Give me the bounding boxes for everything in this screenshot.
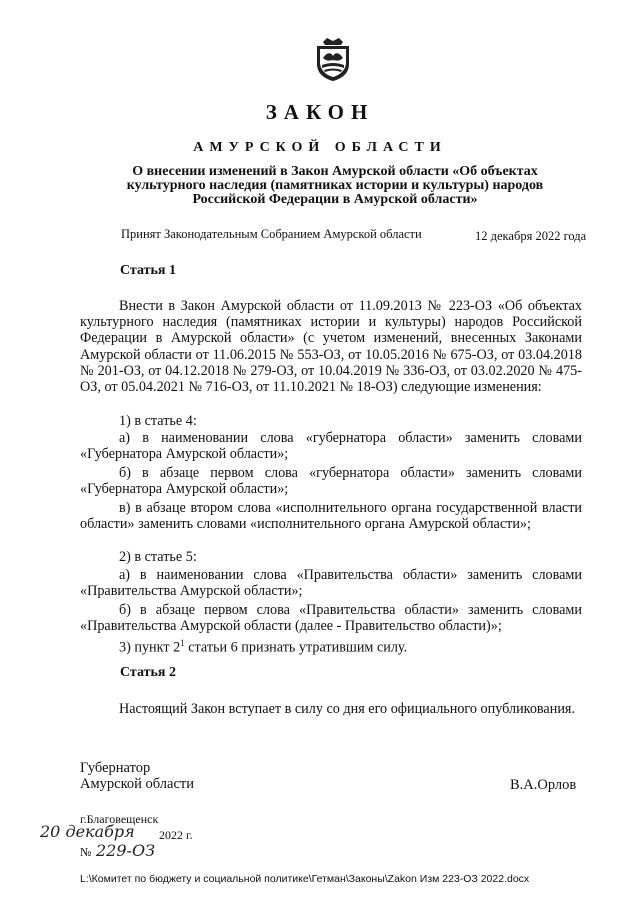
article-1-item-1a: а) в наименовании слова «губернатора области» заменить словами «Губернатора Амурской области»; bbox=[80, 430, 582, 463]
number-prefix: № bbox=[80, 845, 92, 859]
document-title: ЗАКОН bbox=[265, 100, 375, 124]
handwritten-number: 229-ОЗ bbox=[96, 841, 156, 860]
year: 2022 г. bbox=[159, 828, 193, 842]
coat-of-arms-icon bbox=[313, 36, 353, 82]
article-1-item-1c: в) в абзаце втором слова «исполнительного органа государственной власти области» заменить словами «исполнительного органа Амурской области»; bbox=[80, 500, 582, 533]
signatory-name: В.А.Орлов bbox=[510, 777, 577, 793]
file-path-footer: L:\Комитет по бюджету и социальной политике\Гетман\Законы\Zakon Изм 223-ОЗ 2022.docx bbox=[80, 873, 530, 885]
handwritten-date: 20 декабря bbox=[40, 822, 135, 841]
article-2-text: Настоящий Закон вступает в силу со дня его официального опубликования. bbox=[119, 701, 575, 717]
article-1-item-3: 3) пункт $2^1$ статьи 6 признать утратившим силу. bbox=[119, 638, 408, 656]
adopted-date: 12 декабря 2022 года bbox=[475, 229, 587, 243]
article-1-intro: Внести в Закон Амурской области от 11.09.2013 № 223-ОЗ «Об объектах культурного наследия (памятниках истории и культуры) народов Российской Федерации в Амурской области» (с учетом изменений, внесенных Законами Амурской области от 11.06.2015 № 553-ОЗ, от 10.05.2016 № 675-ОЗ, от 03.04.2018 № 201-ОЗ, от 04.12.2018 № 279-ОЗ, от 10.04.2019 № 336-ОЗ, от 03.02.2020 № 475-ОЗ, от 05.04.2021 № 716-ОЗ, от 11.10.2021 № 18-ОЗ) следующие изменения: bbox=[80, 298, 582, 396]
article-1-heading: Статья 1 bbox=[120, 263, 176, 278]
article-1-item-2b: б) в абзаце первом слова «Правительства области» заменить словами «Правительства Амурской области (далее - Правительство области)»; bbox=[80, 602, 582, 635]
adopted-by: Принят Законодательным Собранием Амурской области bbox=[121, 227, 422, 241]
document-subtitle: АМУРСКОЙ ОБЛАСТИ bbox=[193, 140, 447, 155]
article-2-heading: Статья 2 bbox=[120, 665, 176, 680]
city: г.Благовещенск bbox=[80, 812, 159, 826]
article-1-item-1b: б) в абзаце первом слова «губернатора области» заменить словами «Губернатора Амурской области»; bbox=[80, 465, 582, 498]
article-1-item-2: 2) в статье 5: bbox=[119, 549, 197, 565]
article-1-item-1: 1) в статье 4: bbox=[119, 413, 197, 429]
article-1-item-2a: а) в наименовании слова «Правительства области» заменить словами «Правительства Амурской области»; bbox=[80, 567, 582, 600]
law-name: О внесении изменений в Закон Амурской области «Об объектах культурного наследия (памятниках истории и культуры) народов Российской Федерации в Амурской области» bbox=[126, 164, 544, 207]
signatory-position: Губернатор Амурской области bbox=[80, 760, 194, 792]
